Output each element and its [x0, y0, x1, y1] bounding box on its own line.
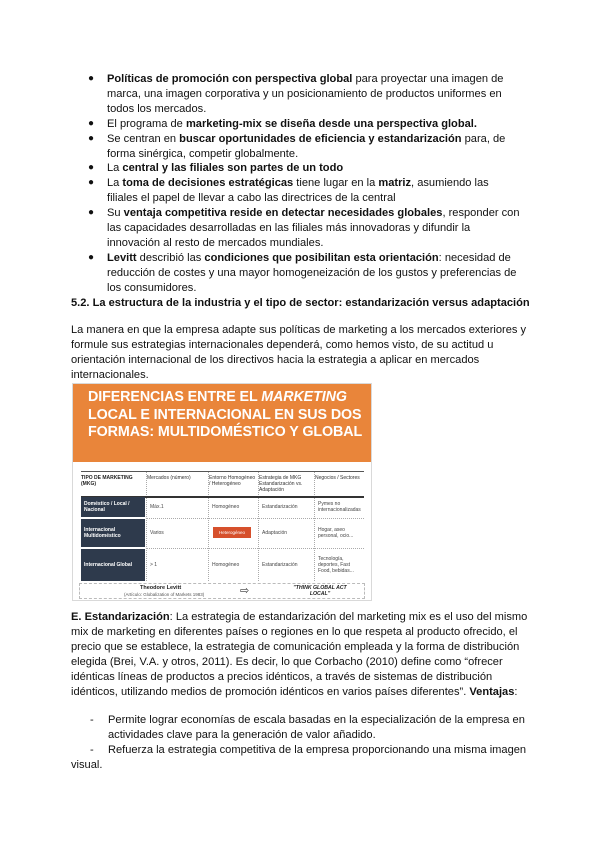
table-cell [209, 519, 257, 547]
author-name: Theodore Levitt [140, 585, 182, 591]
table-cell: Homogéneo [212, 561, 240, 568]
bullet-icon: ● [88, 207, 95, 219]
table-cell: Hogar, aseo personal, ocio... [318, 526, 354, 539]
table-cell: Máx.1 [150, 503, 164, 510]
global-characteristics-list [88, 72, 522, 296]
list-item: ● Levitt describió las condiciones que posibilitan esta orientación: necesidad de reducción de costes y una mayor homogeneización de los gustos y preferencias de los consumidores. [88, 251, 517, 294]
bullet-icon: ● [88, 132, 95, 144]
comparison-figure [72, 383, 372, 601]
table-row [81, 497, 364, 517]
list-item: ● La toma de decisiones estratégicas tiene lugar en la matriz, asumiendo las filiales el papel de llevar a cabo las directrices de la central [88, 177, 489, 205]
author-reference: (Artículo: Globalization of Markets 1983) [124, 592, 205, 597]
section-heading: 5.2. La estructura de la industria y el tipo de sector: estandarización versus adaptación [71, 297, 530, 309]
bullet-icon: ● [88, 162, 95, 174]
table-header-row [81, 471, 364, 498]
intro-paragraph: La manera en que la empresa adapte sus políticas de marketing a los mercados exteriores y formule sus estrategias internacionales dependerá, como hemos visto, de su actitud u orientación internacional de los directivos hacia la estrategia a aplicar en mercados internacionales. [71, 324, 527, 381]
list-item: - Permite lograr economías de escala basadas en la especialización de la empresa en actividades clave para la generación de valor añadido. [90, 714, 525, 741]
highlight-tag: Heterogéneo [213, 527, 251, 538]
list-item: ● La central y las filiales son partes de un todo [88, 162, 344, 175]
list-item: ● Se centran en buscar oportunidades de eficiencia y estandarización para, de forma sinérgica, competir globalmente. [88, 132, 506, 160]
dash-icon: - [90, 714, 94, 726]
list-item: ● Políticas de promoción con perspectiva global para proyectar una imagen de marca, una imagen corporativa y un posicionamiento de productos uniformes en todos los mercados. [88, 73, 504, 115]
row-label: Internacional Global [81, 549, 145, 581]
table-cell: Estandarización [262, 561, 298, 568]
figure-footer [79, 583, 365, 599]
table-header-cell: Negocios / Sectores [315, 475, 360, 481]
list-item: - Refuerza la estrategia competitiva de la empresa proporcionando una misma imagen visual. [71, 743, 527, 771]
row-label: Internacional Multidoméstico [81, 519, 145, 547]
slogan: "THINK GLOBAL ACT LOCAL" [293, 585, 347, 598]
table-cell: Homogéneo [212, 503, 240, 510]
table-header-cell: Estrategia de MKG Estandarización vs. Adaptación [259, 475, 303, 494]
table-row [81, 549, 364, 581]
table-cell: Estandarización [262, 503, 298, 510]
table-header-cell: TIPO DE MARKETING (MKG) [81, 475, 133, 488]
table-row [81, 519, 364, 547]
list-item: ● El programa de marketing-mix se diseña desde una perspectiva global. [88, 117, 477, 130]
table-cell: Tecnología, deportes, Fast Food, bebidas... [318, 555, 354, 575]
table-cell: Pymes no internacionalizadas [318, 500, 361, 513]
dash-icon: - [90, 743, 94, 756]
table-cell: Adaptación [262, 529, 288, 536]
table-header-cell: Mercados (número) [147, 475, 191, 481]
ventajas-list [71, 713, 533, 773]
table-cell: Varios [150, 529, 164, 536]
bullet-icon: ● [88, 73, 95, 84]
bullet-icon: ● [88, 117, 95, 129]
bullet-icon: ● [88, 177, 95, 189]
figure-banner [73, 384, 371, 462]
bullet-icon: ● [88, 251, 95, 263]
figure-title: DIFERENCIAS ENTRE EL MARKETING LOCAL E INTERNACIONAL EN SUS DOS FORMAS: MULTIDOMÉSTICO Y GLOBAL [88, 389, 363, 440]
table-header-cell: Entorno Homogéneo / Heterogéneo [209, 475, 256, 488]
arrow-right-icon: ⇨ [240, 585, 250, 597]
table-cell: > 1 [150, 561, 158, 568]
estandarizacion-paragraph: E. Estandarización: La estrategia de estandarización del marketing mix es el uso del mismo mix de marketing en diferentes países o regiones en lo que respeta al producto ofrecido, el precio que se establece, la estrategia de comunicación empleada y la forma de distribución elegida (Brei, V.A. y otros, 2011). Es decir, lo que Corbacho (2010) define como “ofrecer idénticas líneas de productos a precios idénticos, a través de sistemas de distribución idénticos, utilizando medios de promoción idénticos en varios países diferentes”. Ventajas: [71, 611, 528, 698]
row-label: Doméstico / Local / Nacional [81, 497, 145, 517]
list-item: ● Su ventaja competitiva reside en detectar necesidades globales, responder con las capacidades desarrolladas en las filiales más innovadoras y difundir la innovación al resto de mercados mundiales. [88, 207, 520, 249]
